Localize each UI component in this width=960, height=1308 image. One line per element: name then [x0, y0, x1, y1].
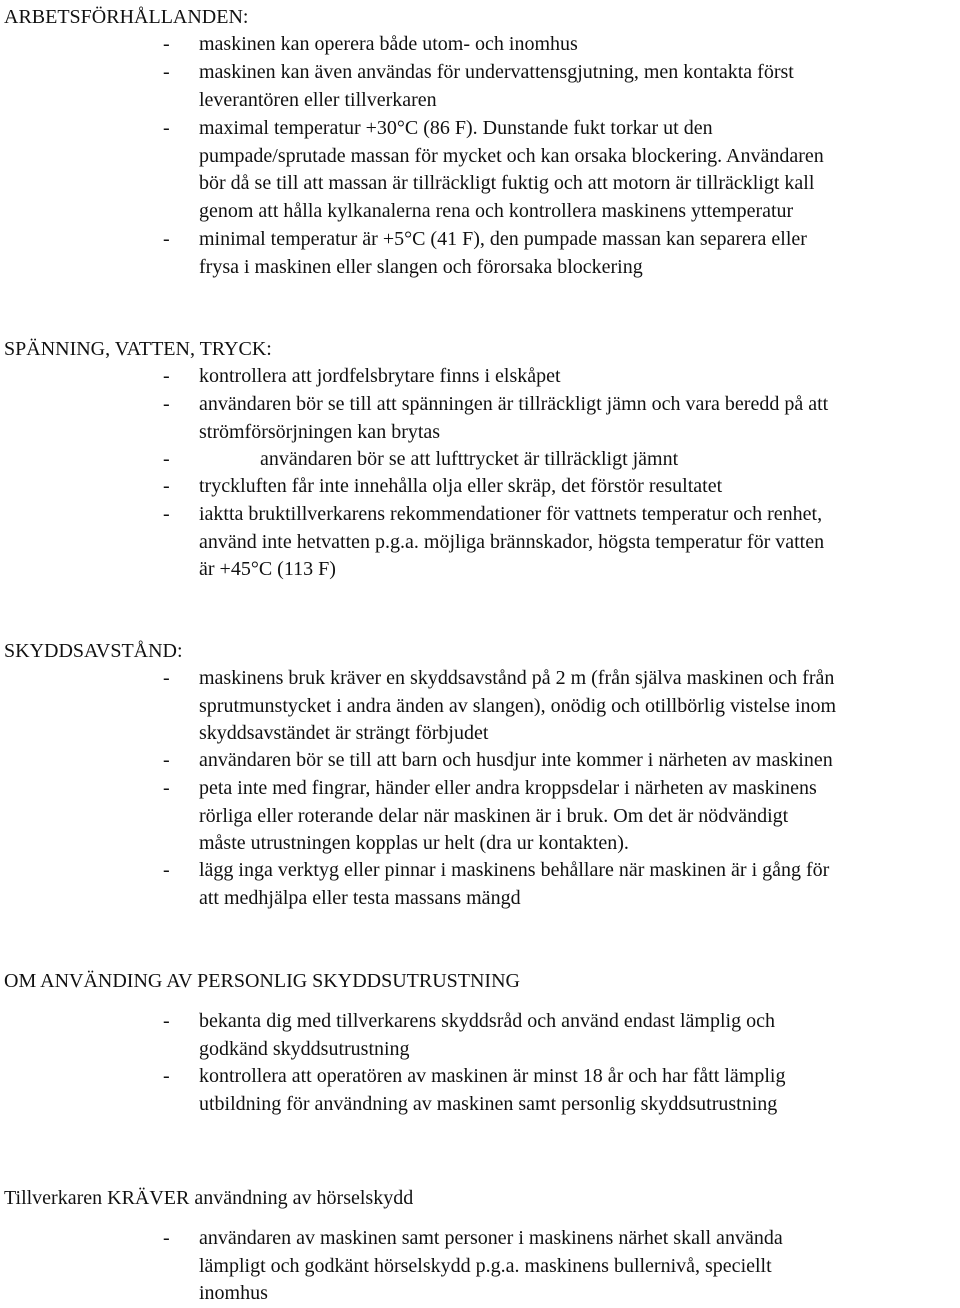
list-item-text — [260, 446, 960, 474]
list-item-line: maskinens bruk kräver en skyddsavstånd på 2 m (från själva maskinen och från — [199, 667, 835, 689]
section-heading-voltage-water-pressure: SPÄNNING, VATTEN, TRYCK: — [4, 338, 272, 360]
list-item-line: rörliga eller roterande delar när maskinen är i bruk. Om det är nödvändigt — [199, 804, 789, 827]
list-item-line: inomhus — [199, 1282, 268, 1304]
bullet-dash: - — [163, 393, 170, 415]
list-item-text — [199, 747, 959, 775]
list-item-line: godkänd skyddsutrustning — [199, 1037, 410, 1060]
list-item-text — [199, 473, 959, 501]
bullet-dash: - — [163, 777, 170, 799]
list-item-line: användaren bör se till att barn och husdjur inte kommer i närheten av maskinen — [199, 749, 833, 771]
list-item-line: bekanta dig med tillverkarens skyddsråd och använd endast lämplig och — [199, 1010, 775, 1032]
list-item-line: leverantören eller tillverkaren — [199, 88, 437, 111]
list-item-line: bör då se till att massan är tillräckligt fuktig och att motorn är tillräckligt kall — [199, 172, 815, 194]
bullet-dash: - — [163, 1010, 170, 1032]
list-item-line: tryckluften får inte innehålla olja eller skräp, det förstör resultatet — [199, 475, 723, 497]
list-item-line: användaren av maskinen samt personer i maskinens närhet skall använda — [199, 1227, 783, 1249]
list-item-line: frysa i maskinen eller slangen och förorsaka blockering — [199, 255, 643, 278]
bullet-dash: - — [163, 117, 170, 139]
section-heading-protective-equipment: OM ANVÄNDING AV PERSONLIG SKYDDSUTRUSTNING — [4, 970, 520, 992]
list-item-text — [199, 775, 959, 858]
list-item-line: minimal temperatur är +5°C (41 F), den pumpade massan kan separera eller — [199, 228, 807, 250]
list-item-text — [199, 857, 959, 912]
bullet-dash: - — [163, 33, 170, 55]
list-item-text — [199, 115, 959, 225]
list-item-line: kontrollera att operatören av maskinen är minst 18 år och har fått lämplig — [199, 1065, 786, 1087]
list-item-line: genom att hålla kylkanalerna rena och kontrollera maskinens yttemperatur — [199, 199, 794, 222]
list-item-text — [199, 391, 959, 446]
list-item-line: iaktta bruktillverkarens rekommendationer för vattnets temperatur och renhet, — [199, 503, 823, 525]
list-item-line: måste utrustningen kopplas ur helt (dra ur kontakten). — [199, 832, 629, 854]
list-item-line: sprutmunstycket i andra änden av slangen), onödig och otillbörlig vistelse inom — [199, 694, 837, 717]
bullet-dash: - — [163, 228, 170, 250]
list-item-line: pumpade/sprutade massan för mycket och kan orsaka blockering. Användaren — [199, 144, 824, 167]
bullet-dash: - — [163, 1227, 170, 1249]
list-item-text — [199, 59, 959, 114]
list-item-text — [199, 1008, 959, 1063]
list-item-text — [199, 363, 959, 391]
list-item-line: att medhjälpa eller testa massans mängd — [199, 886, 521, 909]
bullet-dash: - — [163, 749, 170, 771]
list-item-line: maskinen kan operera både utom- och inomhus — [199, 33, 578, 55]
bullet-dash: - — [163, 475, 170, 497]
bullet-dash: - — [163, 61, 170, 83]
list-item-line: skyddsavständet är strängt förbjudet — [199, 722, 489, 744]
list-item-line: maskinen kan även användas för undervattensgjutning, men kontakta först — [199, 61, 794, 83]
list-item-line: kontrollera att jordfelsbrytare finns i elskåpet — [199, 365, 561, 387]
bullet-dash: - — [163, 859, 170, 881]
list-item-line: lämpligt och godkänt hörselskydd p.g.a. maskinens bullernivå, speciellt — [199, 1254, 772, 1277]
section-heading-hearing-protection: Tillverkaren KRÄVER användning av hörselskydd — [4, 1187, 414, 1209]
list-item-line: peta inte med fingrar, händer eller andra kroppsdelar i närheten av maskinens — [199, 777, 817, 799]
bullet-dash: - — [163, 667, 170, 689]
list-item-text — [199, 226, 959, 281]
bullet-dash: - — [163, 448, 170, 470]
list-item-line: användaren bör se att lufttrycket är tillräckligt jämnt — [260, 448, 679, 470]
bullet-dash: - — [163, 1065, 170, 1087]
list-item-line: användaren bör se till att spänningen är tillräckligt jämn och vara beredd på att — [199, 393, 829, 415]
list-item-text — [199, 31, 959, 59]
section-heading-safety-distance: SKYDDSAVSTÅND: — [4, 640, 183, 662]
list-item-text — [199, 1225, 959, 1308]
list-item-text — [199, 501, 959, 584]
bullet-dash: - — [163, 365, 170, 387]
list-item-line: utbildning för användning av maskinen samt personlig skyddsutrustning — [199, 1092, 778, 1115]
list-item-line: använd inte hetvatten p.g.a. möjliga brännskador, högsta temperatur för vatten — [199, 530, 825, 553]
list-item-line: maximal temperatur +30°C (86 F). Dunstande fukt torkar ut den — [199, 117, 713, 139]
list-item-text — [199, 1063, 959, 1118]
list-item-line: strömförsörjningen kan brytas — [199, 420, 441, 443]
list-item-line: är +45°C (113 F) — [199, 558, 336, 580]
list-item-text — [199, 665, 959, 748]
section-heading-working-conditions: ARBETSFÖRHÅLLANDEN: — [4, 6, 249, 28]
list-item-line: lägg inga verktyg eller pinnar i maskinens behållare när maskinen är i gång för — [199, 859, 830, 881]
bullet-dash: - — [163, 503, 170, 525]
